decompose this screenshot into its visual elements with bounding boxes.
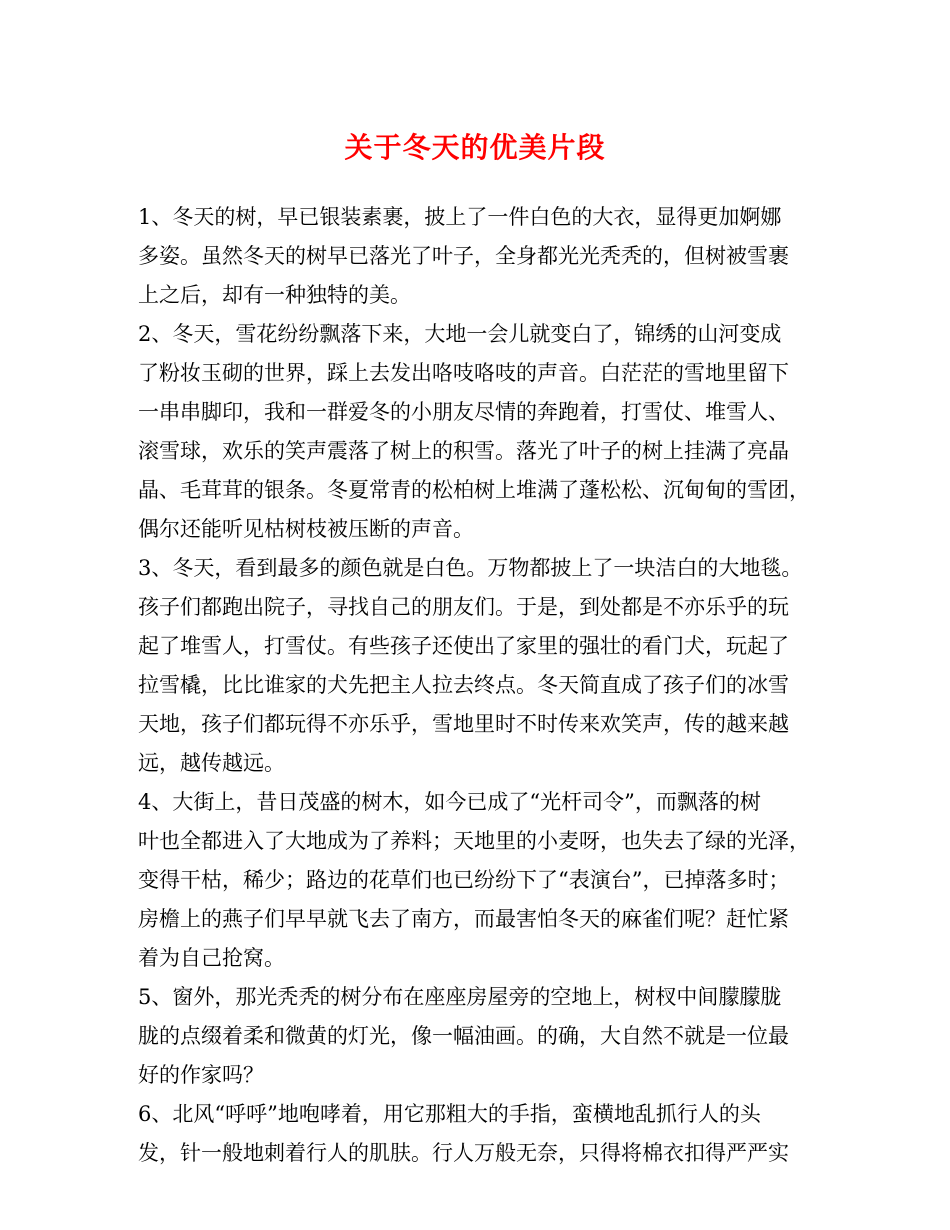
text-line: 天地，孩子们都玩得不亦乐乎，雪地里时不时传来欢笑声，传的越来越: [138, 712, 789, 736]
text-line: 房檐上的燕子们早早就飞去了南方，而最害怕冬天的麻雀们呢？赶忙紧: [138, 907, 789, 931]
text-line: 4、大街上，昔日茂盛的树木，如今已成了“光杆司令”，而飘落的树: [138, 790, 761, 814]
text-line: 6、北风“呼呼”地咆哮着，用它那粗大的手指，蛮横地乱抓行人的头: [138, 1102, 761, 1126]
text-line: 拉雪橇，比比谁家的犬先把主人拉去终点。冬天简直成了孩子们的冰雪: [138, 673, 789, 697]
text-line: 上之后，却有一种独特的美。: [138, 283, 411, 307]
text-line: 滚雪球，欢乐的笑声震落了树上的积雪。落光了叶子的树上挂满了亮晶: [138, 439, 789, 463]
text-line: 发，针一般地刺着行人的肌肤。行人万般无奈，只得将棉衣扣得严严实: [138, 1141, 789, 1165]
paragraph-3: [138, 549, 828, 783]
text-line: 变得干枯，稀少；路边的花草们也已纷纷下了“表演台”，已掉落多时；: [138, 868, 790, 892]
text-line: 孩子们都跑出院子，寻找自己的朋友们。于是，到处都是不亦乐乎的玩: [138, 595, 789, 619]
document-body: [138, 198, 828, 1173]
paragraph-2: [138, 315, 828, 549]
text-line: 起了堆雪人，打雪仗。有些孩子还使出了家里的强壮的看门犬，玩起了: [138, 634, 789, 658]
text-line: 3、冬天，看到最多的颜色就是白色。万物都披上了一块洁白的大地毯。: [138, 556, 803, 580]
text-line: 一串串脚印，我和一群爱冬的小朋友尽情的奔跑着，打雪仗、堆雪人、: [138, 400, 789, 424]
text-line: 胧的点缀着柔和微黄的灯光，像一幅油画。的确，大自然不就是一位最: [138, 1024, 789, 1048]
paragraph-4: [138, 783, 828, 978]
text-line: 1、冬天的树，早已银装素裹，披上了一件白色的大衣，显得更加婀娜: [138, 205, 782, 229]
text-line: 偶尔还能听见枯树枝被压断的声音。: [138, 517, 474, 541]
text-line: 多姿。虽然冬天的树早已落光了叶子，全身都光光秃秃的，但树被雪裹: [138, 244, 789, 268]
paragraph-6: [138, 1095, 828, 1173]
text-line: 晶、毛茸茸的银条。冬夏常青的松柏树上堆满了蓬松松、沉甸甸的雪团，: [138, 478, 810, 502]
text-line: 远，越传越远。: [138, 751, 285, 775]
document-title: 关于冬天的优美片段: [344, 131, 606, 164]
text-line: 好的作家吗？: [138, 1063, 264, 1087]
text-line: 了粉妆玉砌的世界，踩上去发出咯吱咯吱的声音。白茫茫的雪地里留下: [138, 361, 789, 385]
text-line: 叶也全都进入了大地成为了养料；天地里的小麦呀，也失去了绿的光泽，: [138, 829, 810, 853]
paragraph-5: [138, 978, 828, 1095]
text-line: 5、窗外，那光秃秃的树分布在座座房屋旁的空地上，树杈中间朦朦胧: [138, 985, 782, 1009]
paragraph-1: [138, 198, 828, 315]
text-line: 着为自己抢窝。: [138, 946, 285, 970]
text-line: 2、冬天，雪花纷纷飘落下来，大地一会儿就变白了，锦绣的山河变成: [138, 322, 782, 346]
